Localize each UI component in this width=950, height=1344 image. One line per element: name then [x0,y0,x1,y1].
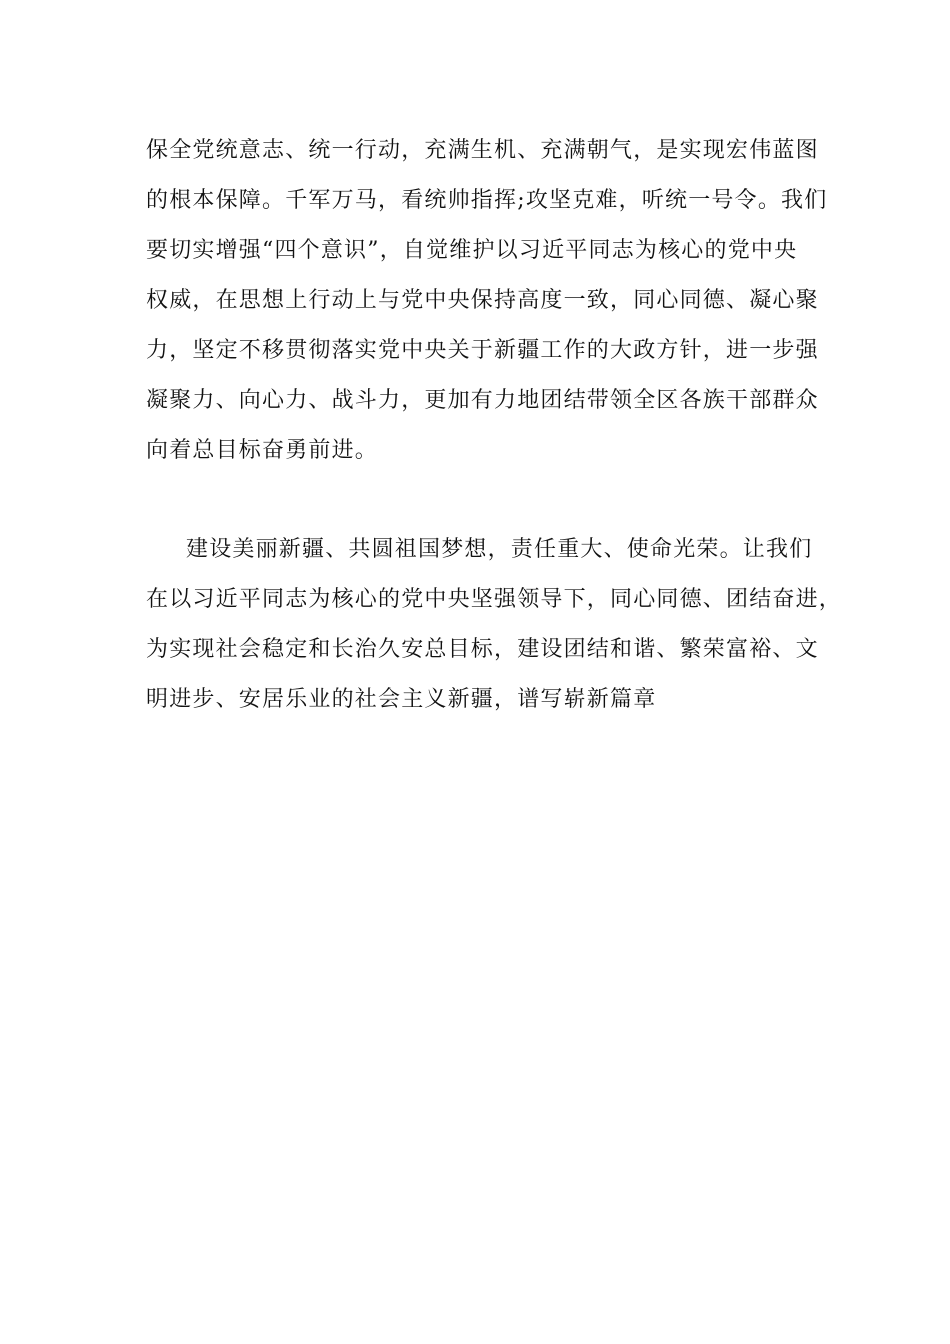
paragraph-2-line-4: 明进步、安居乐业的社会主义新疆，谱写崭新篇章 [146,687,657,712]
paragraph-1-line-7: 向着总目标奋勇前进。 [146,438,379,463]
paragraph-1-line-1: 保全党统意志、统一行动，充满生机、充满朝气，是实现宏伟蓝图 [146,138,819,163]
paragraph-1-line-6: 凝聚力、向心力、战斗力，更加有力地团结带领全区各族干部群众 [146,388,819,413]
paragraph-1-line-2: 的根本保障。千军万马，看统帅指挥;攻坚克难，听统一号令。我们 [146,188,828,213]
paragraph-2-line-2: 在以习近平同志为核心的党中央坚强领导下，同心同德、团结奋进， [146,587,843,612]
paragraph-1-line-3: 要切实增强“四个意识”，自觉维护以习近平同志为核心的党中央 [146,238,798,263]
paragraph-1-line-4: 权威，在思想上行动上与党中央保持高度一致，同心同德、凝心聚 [146,288,819,313]
paragraph-2-line-1: 建设美丽新疆、共圆祖国梦想，责任重大、使命光荣。让我们 [186,537,813,562]
paragraph-2-line-3: 为实现社会稳定和长治久安总目标，建设团结和谐、繁荣富裕、文 [146,637,819,662]
paragraph-1-line-5: 力，坚定不移贯彻落实党中央关于新疆工作的大政方针，进一步强 [146,338,819,363]
